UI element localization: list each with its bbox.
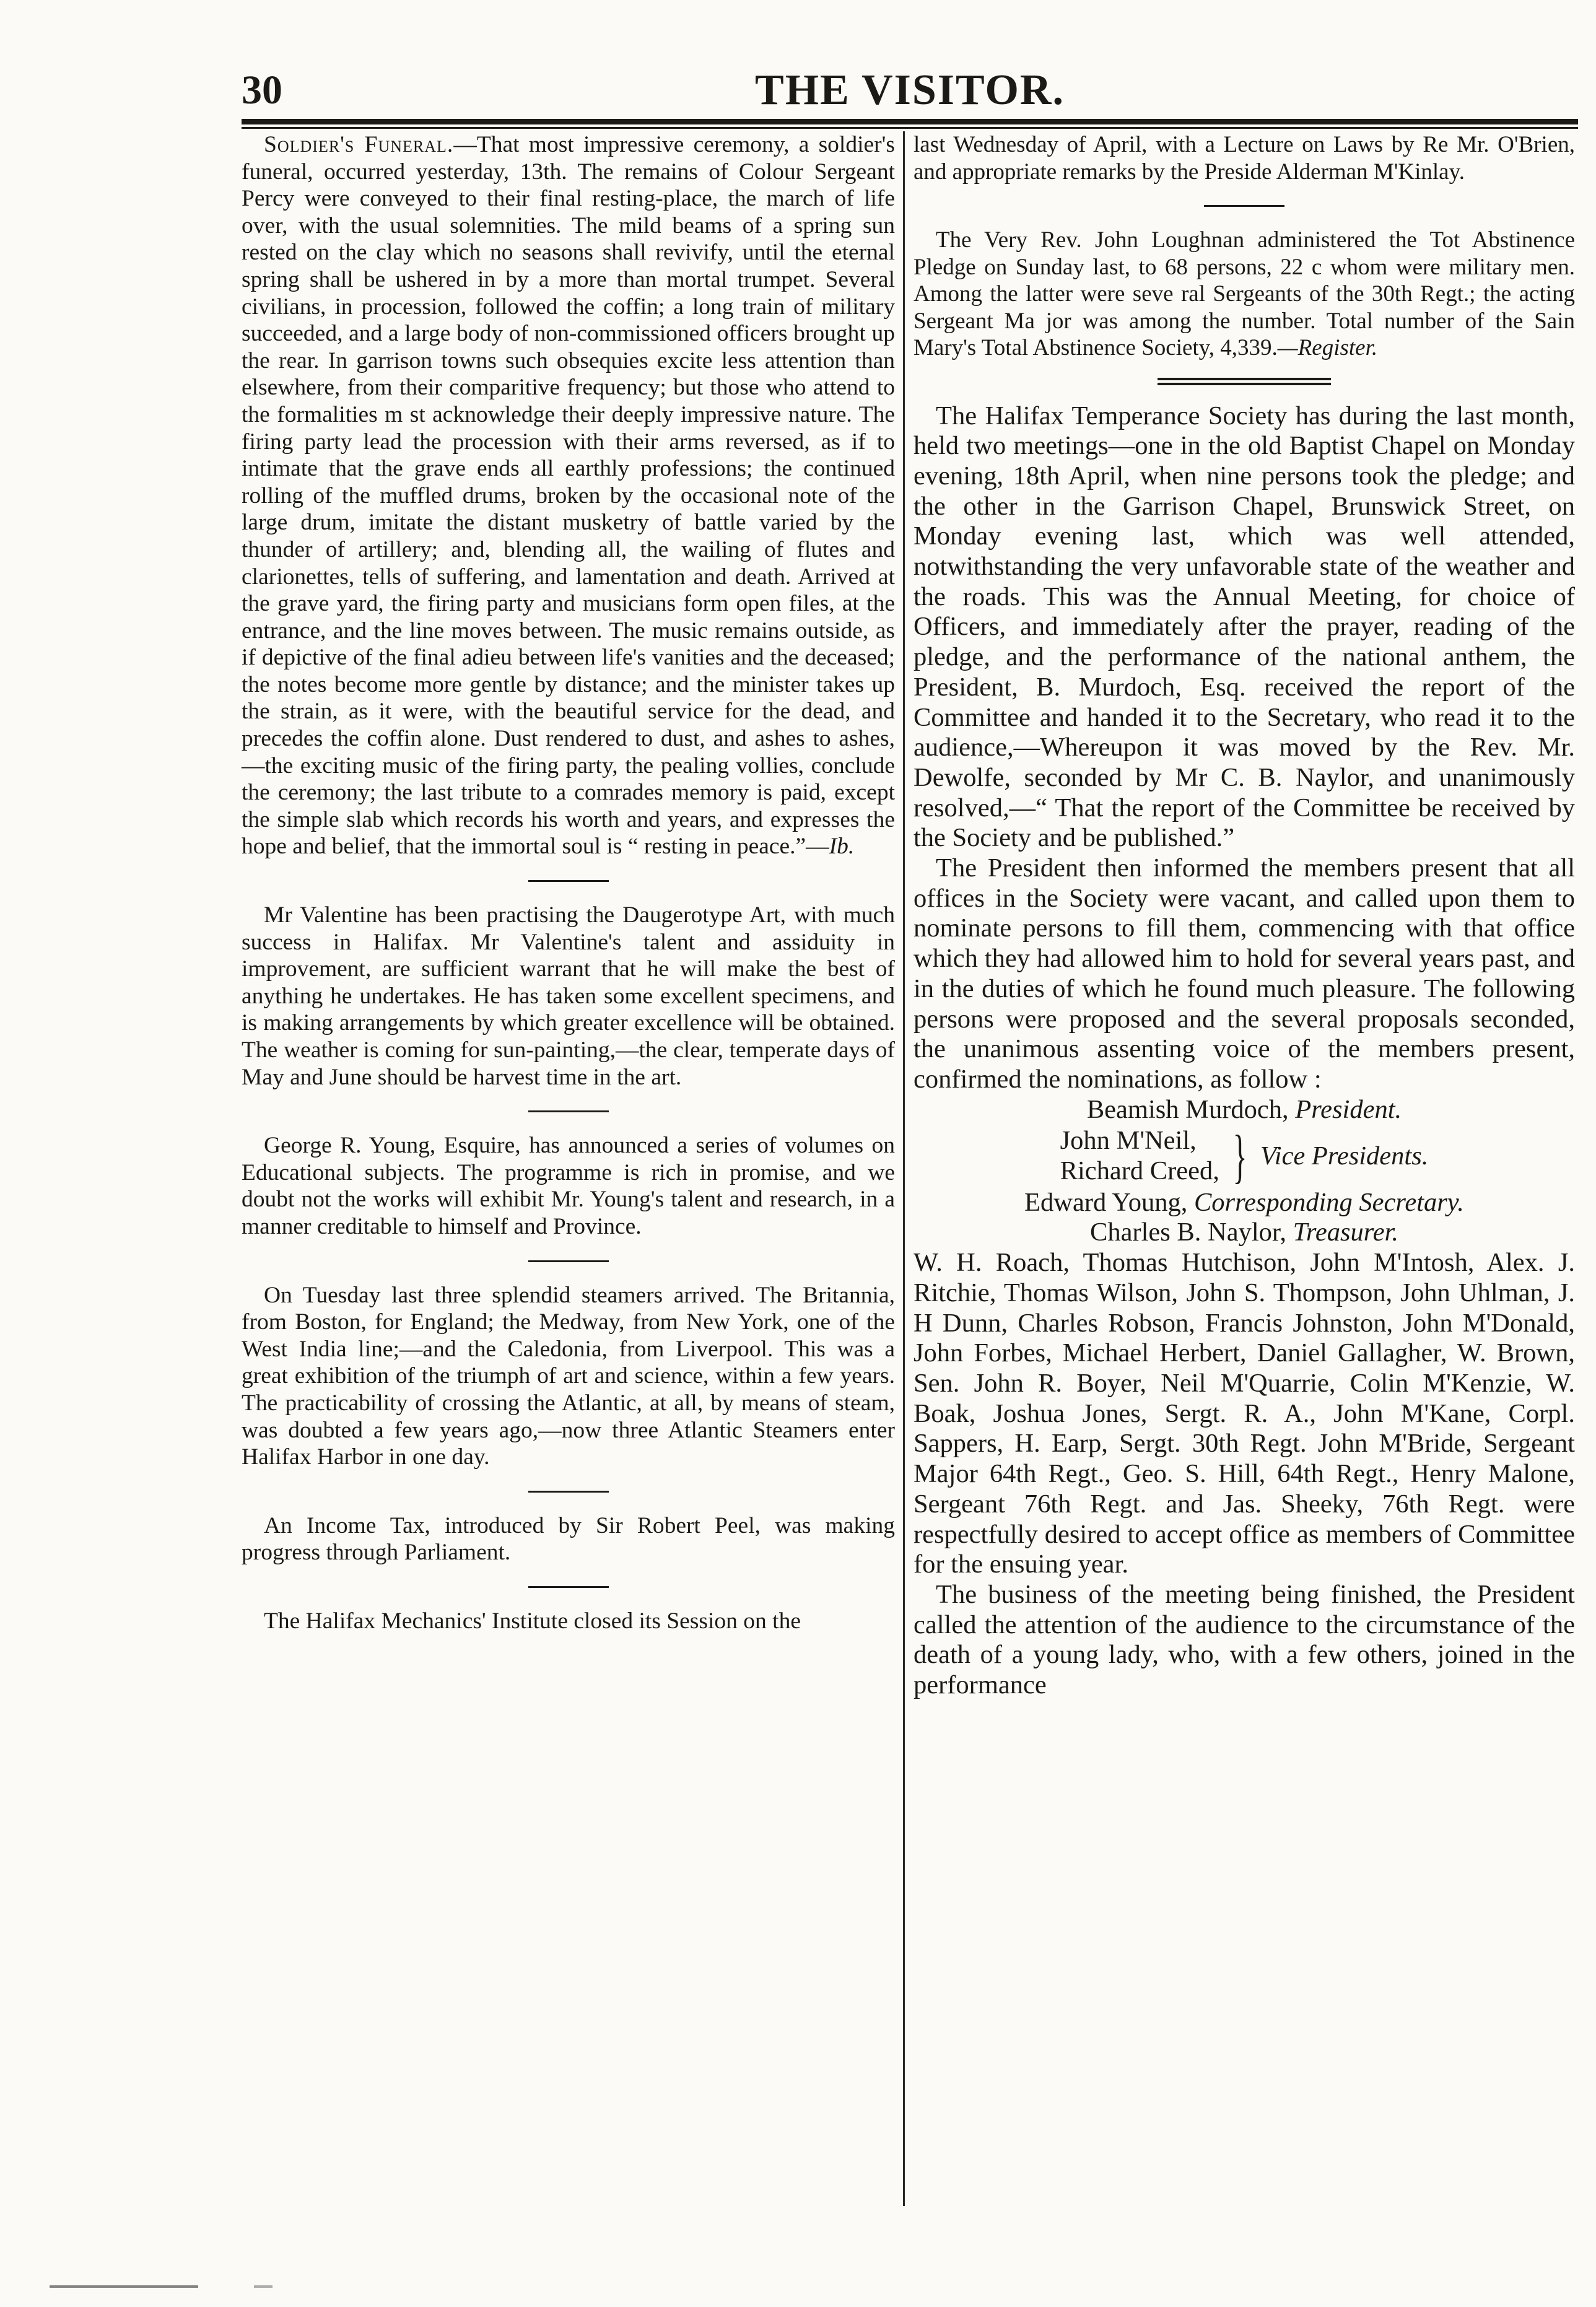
separator-rule — [528, 1110, 609, 1112]
article-total-abstinence — [914, 227, 1575, 362]
article-valentine: Mr Valentine has been practising the Daugerotype Art, with much success in Halifax. Mr Valentine's talent and assiduity in improvement, are sufficient warrant that he will make the best of anything he undertakes. He has taken some excellent specimens, and is making arrangements by which greater excellence will be obtained. The weather is coming for sun-painting,—the clear, temperate days of May and June should be harvest time in the art. — [242, 902, 895, 1090]
header-rule-thick — [242, 119, 1578, 124]
article-source: Ib. — [829, 834, 855, 860]
left-column — [242, 131, 895, 1635]
separator-rule — [528, 1260, 609, 1262]
committee-members: W. H. Roach, Thomas Hutchison, John M'Intosh, Alex. J. Ritchie, Thomas Wilson, John S. Thompson, John Uhlman, J. H Dunn, Charles Robson, Francis Johnston, John M'Donald, John Forbes, Michael Herbert, Daniel Gallagher, W. Brown, Sen. John R. Boyer, Neil M'Quarrie, Colin M'Kenzie, W. Boak, Joshua Jones, Sergt. R. A., John M'Kane, Corpl. Sappers, H. Earp, Sergt. 30th Regt. John M'Bride, Sergeant Major 64th Regt., Geo. S. Hill, 64th Regt., Henry Malone, Sergeant 76th Regt. and Jas. Sheeky, 76th Regt. were respectfully desired to accept office as members of Committee for the ensuing year. — [914, 1248, 1575, 1579]
newspaper-title: THE VISITOR. — [755, 66, 1065, 114]
article-steamers: On Tuesday last three splendid steamers arrived. The Britannia, from Boston, for England; the Medway, from New York, one of the West India line;—and the Caledonia, from Liverpool. This was a great exhibition of the triumph of art and science, within a few years. The practicability of crossing the Atlantic, at all, by means of steam, was doubted a few years ago,—now three Atlantic Steamers enter Halifax Harbor in one day. — [242, 1282, 895, 1470]
column-divider — [903, 131, 905, 2206]
article-text: —That most impressive ceremony, a soldier's funeral, occurred yesterday, 13th. The remains of Colour Sergeant Percy were conveyed to their final resting-place, the march of life over, with the usual solemnities. The mild beams of a spring sun rested on the clay which no seasons shall revivify, until the eternal spring shall be ushered in by a more than mortal trumpet. Several civilians, in procession, followed the coffin; a long train of military succeeded, and a large body of non-commissioned officers brought up the rear. In garrison towns such obsequies excite less attention than elsewhere, from their comparitive frequency; but those who attend to the formalities m st acknowledge their deeply impressive nature. The firing party lead the procession with their arms reversed, as if to intimate that the grave ends all earthly professions; the continued rolling of the muffled drums, broken by the occasional note of the large drum, imitate the distant musketry of battle varied by the thunder of artillery; and, blending all, the wailing of flutes and clarionettes, tells of suffering, and lamentation and death. Arrived at the grave yard, the firing party and musicians form open files, at the entrance, and the line moves between. The music remains outside, as if depictive of the final adieu between life's vanities and the deceased; the notes become more gentle by distance; and the minister takes up the strain, as it were, with the beautiful service for the dead, and precedes the coffin alone. Dust rendered to dust, and ashes to ashes,—the exciting music of the firing party, the pealing vollies, conclude the ceremony; the last tribute to a comrades memory is paid, except the simple slab which records his worth and years, and expresses the hope and belief, that the immortal soul is “ resting in peace.” — [242, 132, 895, 860]
article-text: The Very Rev. John Loughnan administered the Tot Abstinence Pledge on Sunday last, to 68 persons, 22 c whom were military men. Among the latter were seve ral Sergeants of the 30th Regt.; the acting Sergeant Ma jor was among the number. Total number of the Sain Mary's Total Abstinence Society, 4,339. — [914, 227, 1575, 360]
officer-secretary: Edward Young, Corresponding Secretary. — [1024, 1187, 1464, 1217]
officer-president: Beamish Murdoch, President. — [1086, 1094, 1402, 1124]
article-young: George R. Young, Esquire, has announced a series of volumes on Educational subjects. The programme is rich in promise, and we doubt not the works will exhibit Mr. Young's talent and research, in a manner creditable to himself and Province. — [242, 1133, 895, 1239]
article-soldiers-funeral: Soldier's Funeral.—That most impressive ceremony, a soldier's funeral, occurred yesterday, 13th. The remains of Colour Sergeant Percy were conveyed to their final resting-place, the march of life over, with the usual solemnities. The mild beams of a spring sun rested on the clay which no seasons shall revivify, until the eternal spring shall be ushered in by a more than mortal trumpet. Several civilians, in procession, followed the coffin; a long train of military succeeded, and a large body of non-commissioned officers brought up the rear. In garrison towns such obsequies excite less attention than elsewhere, from their comparitive frequency; but those who attend to the formalities m st acknowledge their deeply impressive nature. The firing party lead the procession with their arms reversed, as if to intimate that the grave ends all earthly professions; the continued rolling of the muffled drums, broken by the occasional note of the large drum, imitate the distant musketry of battle varied by the thunder of artillery; and, blending all, the wailing of flutes and clarionettes, tells of suffering, and lamentation and death. Arrived at the grave yard, the firing party and musicians form open files, at the entrance, and the line moves between. The music remains outside, as if depictive of the final adieu between life's vanities and the deceased; the notes become more gentle by distance; and the minister takes up the strain, as it were, with the beautiful service for the dead, and precedes the coffin alone. Dust rendered to dust, and ashes to ashes,—the exciting music of the firing party, the pealing vollies, conclude the ceremony; the last tribute to a comrades memory is paid, except the simple slab which records his worth and years, and expresses the hope and belief, that the immortal soul is “ resting in peace.”—Ib. — [242, 132, 895, 860]
separator-rule — [1204, 205, 1284, 207]
article-mechanics-institute: The Halifax Mechanics' Institute closed its Session on the — [264, 1608, 801, 1634]
double-separator-rule — [1158, 378, 1331, 385]
separator-rule — [528, 1491, 609, 1493]
article-income-tax: An Income Tax, introduced by Sir Robert Peel, was making progress through Parliament. — [242, 1512, 895, 1566]
header-rule-thin — [242, 127, 1578, 129]
right-column — [914, 131, 1575, 1701]
article-temperance-nominations: The President then informed the members present that all offices in the Society were vacant, and called upon them to nominate persons to fill them, commencing with that office which they had allowed him to hold for several years past, and in the duties of which he found much pleasure. The following persons were proposed and the several proposals seconded, the unanimous assenting voice of the members present, confirmed the nominations, as follow : — [914, 853, 1575, 1094]
officer-treasurer: Charles B. Naylor, Treasurer. — [1089, 1218, 1399, 1247]
article-heading: Soldier's Funeral. — [264, 132, 454, 157]
article-source: —Register. — [1277, 335, 1378, 360]
officer-vice-presidents: John M'Neil, Richard Creed, } Vice Presidents. — [1060, 1123, 1429, 1190]
separator-rule — [528, 880, 609, 882]
separator-rule — [528, 1586, 609, 1588]
article-closing: The business of the meeting being finished, the President called the attention of the audience to the circumstance of the death of a young lady, who, with a few others, joined in the performance — [914, 1579, 1575, 1700]
scan-artifact — [50, 2285, 421, 2288]
article-mechanics-continued: last Wednesday of April, with a Lecture on Laws by Re Mr. O'Brien, and appropriate remarks by the Preside Alderman M'Kinlay. — [914, 132, 1575, 185]
page-number: 30 — [242, 68, 282, 113]
article-temperance-society: The Halifax Temperance Society has during the last month, held two meetings—one in the old Baptist Chapel on Monday evening, 18th April, when nine persons took the pledge; and the other in the Garrison Chapel, Brunswick Street, on Monday evening last, which was well attended, notwithstanding the very unfavorable state of the weather and the roads. This was the Annual Meeting, for choice of Officers, and immediately after the prayer, reading of the pledge, and the performance of the national anthem, the President, B. Murdoch, Esq. received the report of the Committee and handed it to the Secretary, who read it to the audience,—Whereupon it was moved by the Rev. Mr. Dewolfe, seconded by Mr C. B. Naylor, and unanimously resolved,—“ That the report of the Committee be received by the Society and be published.” — [914, 401, 1575, 853]
brace-icon: } — [1232, 1123, 1247, 1190]
page-header — [242, 67, 1578, 116]
